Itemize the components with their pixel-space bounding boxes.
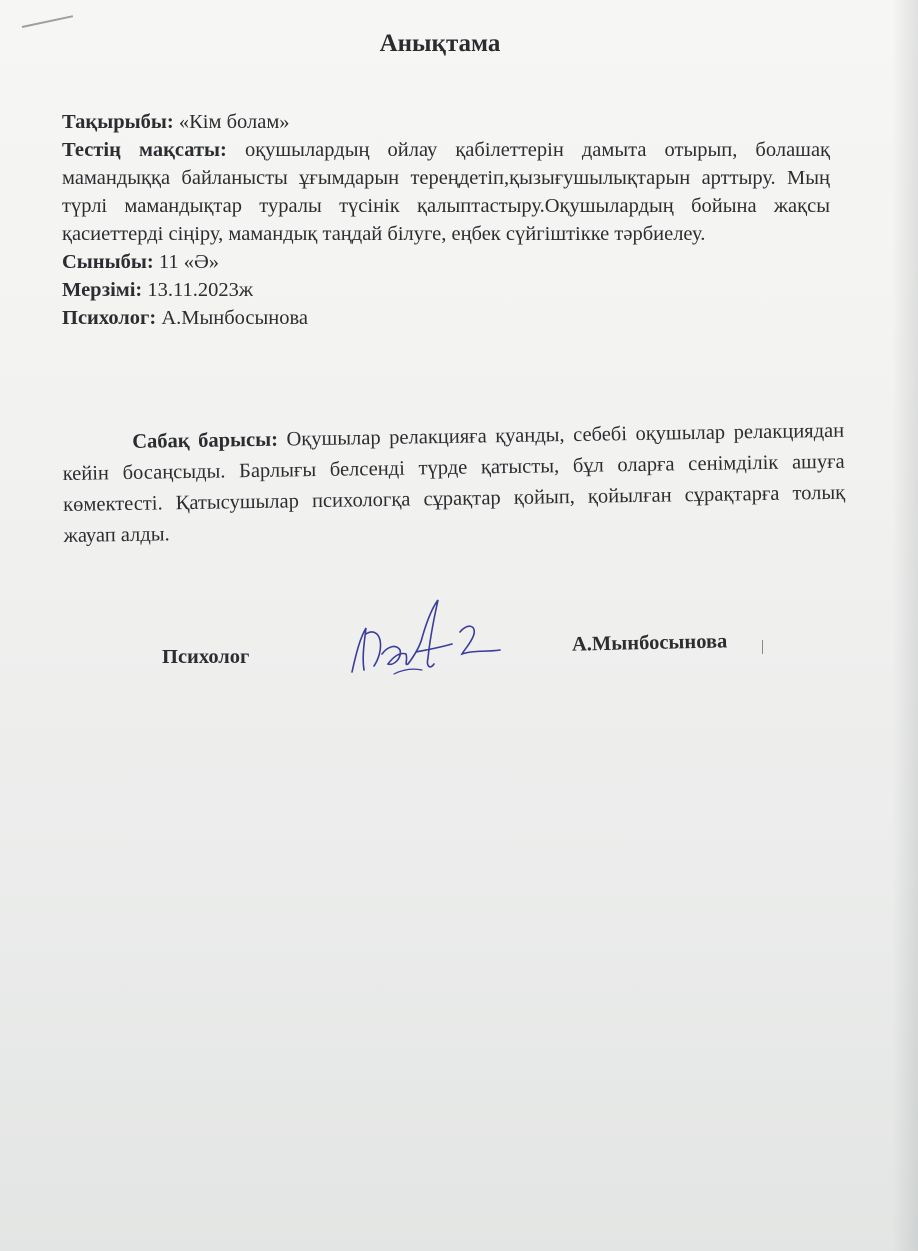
signature-row xyxy=(0,590,918,690)
date-value: 13.11.2023ж xyxy=(147,279,254,301)
psychologist-line xyxy=(62,304,830,332)
grade-label: Сыныбы: xyxy=(62,251,154,273)
lesson-label: Сабақ барысы: xyxy=(132,428,279,453)
goal-value: оқушылардың ойлау қабілеттерін дамыта отырып, болашақ мамандыққа байланысты ұғымдарын тереңдетіп,қызығушылықтарын арттыру. Мың түрлі мамандықтар туралы түсінік қалыптастыру.Оқушылардың бойына жақсы қасиеттерді сіңіру, мамандық таңдай білуге, еңбек сүйгіштікке тәрбиелеу. xyxy=(62,139,831,245)
lesson-paragraph xyxy=(62,416,846,552)
date-line xyxy=(62,276,830,304)
handwritten-signature xyxy=(342,594,512,684)
topic-line xyxy=(62,108,830,136)
psychologist-value: А.Мынбосынова xyxy=(161,307,309,329)
psychologist-label: Психолог: xyxy=(62,307,157,329)
signature-role: Психолог xyxy=(162,646,250,668)
pen-stroke-mark xyxy=(22,15,73,28)
signature-name: А.Мынбосынова xyxy=(571,630,728,656)
info-block xyxy=(62,108,830,332)
document-title: Анықтама xyxy=(379,30,501,57)
date-label: Мерзімі: xyxy=(62,279,143,301)
goal-line xyxy=(62,136,830,248)
margin-tick-mark xyxy=(762,640,763,654)
grade-value: 11 «Ә» xyxy=(158,251,220,273)
topic-value: «Кім болам» xyxy=(178,111,290,133)
grade-line xyxy=(62,248,830,276)
goal-label: Тестің мақсаты: xyxy=(62,139,227,161)
lesson-value: Оқушылар релакцияға қуанды, себебі оқушылар релакциядан кейін босаңсыды. Барлығы белсенді түрде қатысты, бұл оларға сенімділік ашуға көмектесті. Қатысушылар психологқа сұрақтар қойып, қойылған сұрақтарға толық жауап алды. xyxy=(62,419,846,547)
topic-label: Тақырыбы: xyxy=(62,111,174,133)
